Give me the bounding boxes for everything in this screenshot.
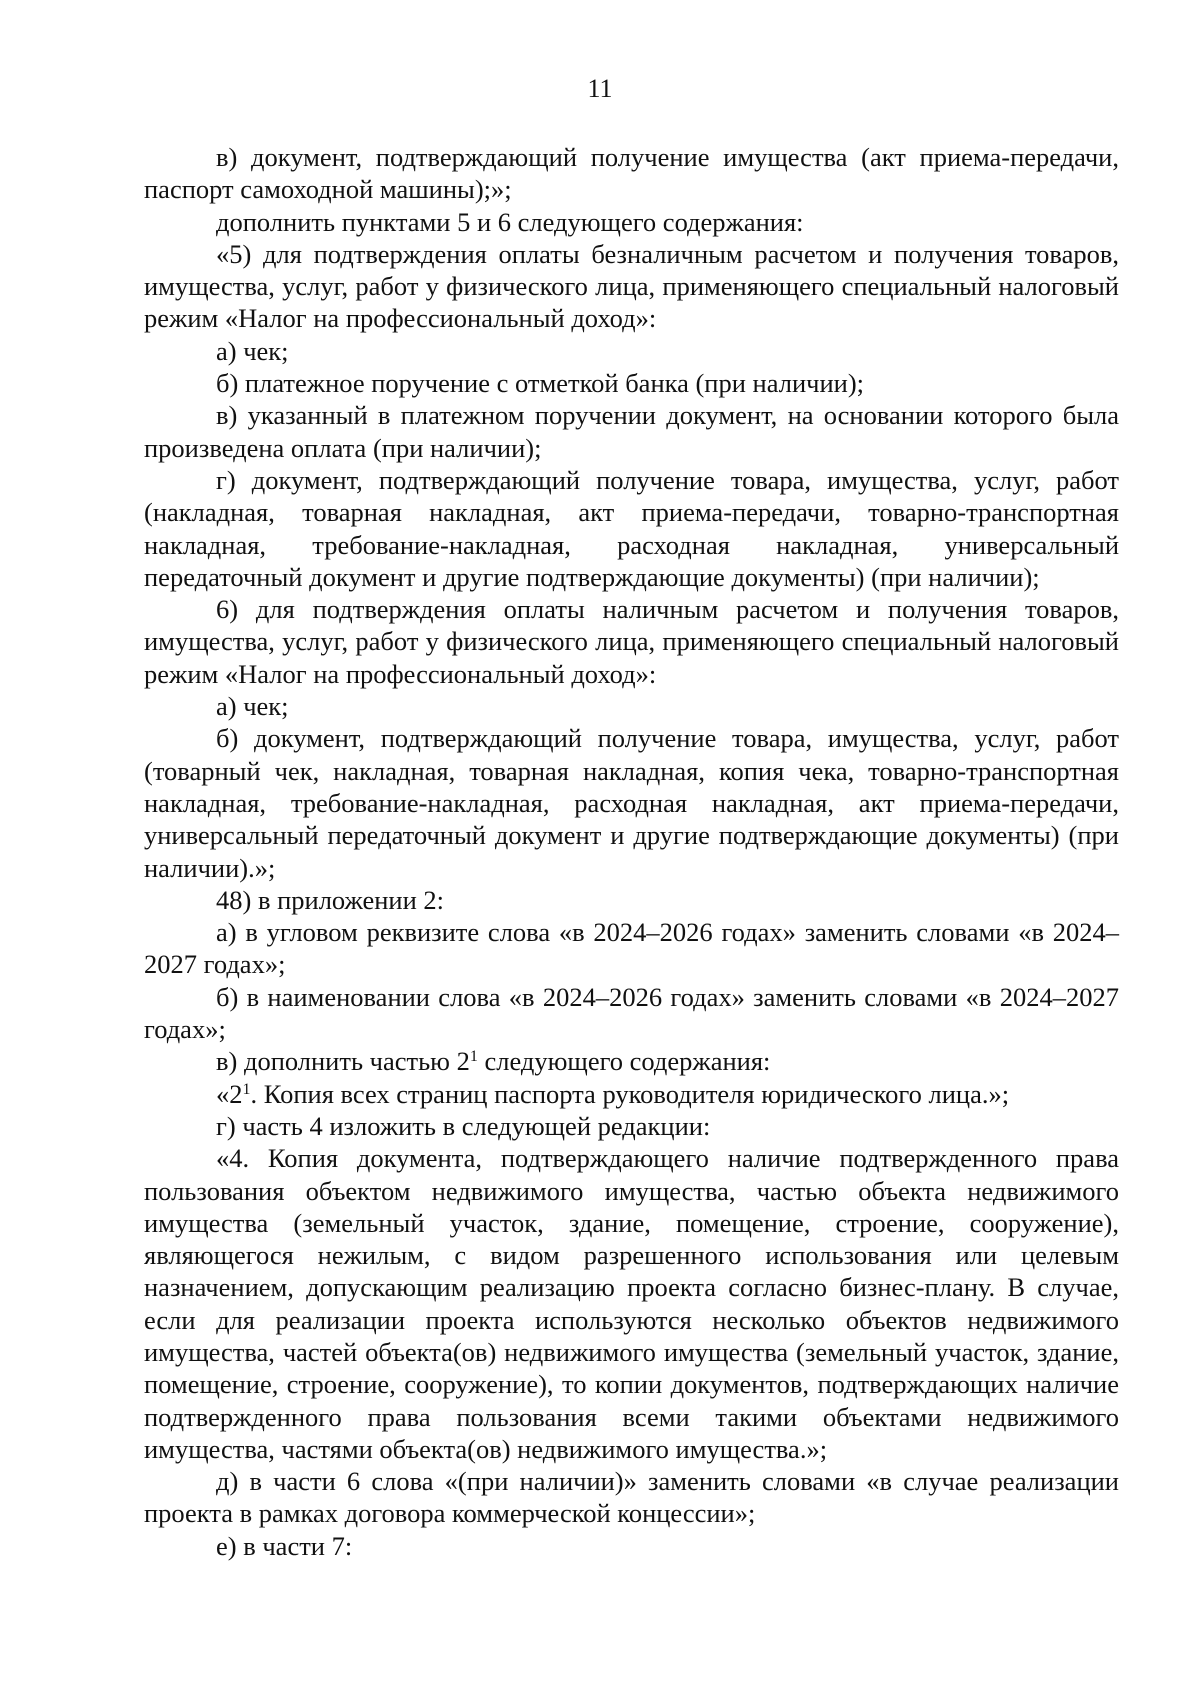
superscript: 1 bbox=[469, 1048, 478, 1066]
page-number: 11 bbox=[587, 74, 613, 103]
paragraph-text: следующего содержания: bbox=[477, 1046, 771, 1077]
paragraph: в) документ, подтверждающий получение имущества (акт приема-передачи, паспорт самоходной машины);»; bbox=[144, 142, 1119, 205]
paragraph: г) часть 4 изложить в следующей редакции: bbox=[216, 1110, 711, 1141]
paragraph bbox=[144, 1078, 1119, 1110]
paragraph-text: «2 bbox=[216, 1078, 243, 1109]
paragraph bbox=[144, 1045, 1119, 1077]
paragraph: 48) в приложении 2: bbox=[216, 884, 445, 915]
paragraph: дополнить пунктами 5 и 6 следующего содержания: bbox=[216, 206, 804, 237]
paragraph: «5) для подтверждения оплаты безналичным расчетом и получения товаров, имущества, услуг, работ у физического лица, применяющего специальный налоговый режим «Налог на профессиональный доход»: bbox=[144, 238, 1119, 334]
paragraph: а) чек; bbox=[216, 335, 289, 366]
paragraph: е) в части 7: bbox=[216, 1530, 353, 1561]
paragraph: б) документ, подтверждающий получение товара, имущества, услуг, работ (товарный чек, накладная, товарная накладная, копия чека, товарно-транспортная накладная, требование-накладная, расходная накладная, акт приема-передачи, универсальный передаточный документ и другие подтверждающие документы) (при наличии).»; bbox=[144, 723, 1119, 883]
paragraph: а) в угловом реквизите слова «в 2024–2026 годах» заменить словами «в 2024–2027 годах»; bbox=[144, 917, 1119, 980]
paragraph: а) чек; bbox=[216, 691, 289, 722]
paragraph-text: в) дополнить частью 2 bbox=[216, 1046, 470, 1077]
paragraph: г) документ, подтверждающий получение товара, имущества, услуг, работ (накладная, товарная накладная, акт приема-передачи, товарно-транспортная накладная, требование-накладная, расходная накладная, универсальный передаточный документ и другие подтверждающие документы) (при наличии); bbox=[144, 464, 1119, 592]
paragraph: 6) для подтверждения оплаты наличным расчетом и получения товаров, имущества, услуг, работ у физического лица, применяющего специальный налоговый режим «Налог на профессиональный доход»: bbox=[144, 594, 1119, 689]
paragraph-text: . Копия всех страниц паспорта руководителя юридического лица.»; bbox=[250, 1078, 1010, 1109]
superscript: 1 bbox=[242, 1080, 251, 1098]
paragraph: д) в части 6 слова «(при наличии)» заменить словами «в случае реализации проекта в рамках договора коммерческой концессии»; bbox=[144, 1466, 1119, 1529]
document-body bbox=[144, 141, 1119, 1562]
paragraph: б) платежное поручение с отметкой банка (при наличии); bbox=[216, 368, 865, 399]
paragraph: б) в наименовании слова «в 2024–2026 годах» заменить словами «в 2024–2027 годах»; bbox=[144, 981, 1119, 1045]
paragraph: в) указанный в платежном поручении документ, на основании которого была произведена оплата (при наличии); bbox=[144, 400, 1119, 463]
paragraph: «4. Копия документа, подтверждающего наличие подтвержденного права пользования объектом недвижимого имущества, частью объекта недвижимого имущества (земельный участок, здание, помещение, строение, сооружение), являющегося нежилым, с видом разрешенного использования или целевым назначением, допускающим реализацию проекта согласно бизнес-плану. В случае, если для реализации проекта используются несколько объектов недвижимого имущества, частей объекта(ов) недвижимого имущества (земельный участок, здание, помещение, строение, сооружение), то копии документов, подтверждающих наличие подтвержденного права пользования всеми такими объектами недвижимого имущества, частями объекта(ов) недвижимого имущества.»; bbox=[144, 1143, 1119, 1464]
